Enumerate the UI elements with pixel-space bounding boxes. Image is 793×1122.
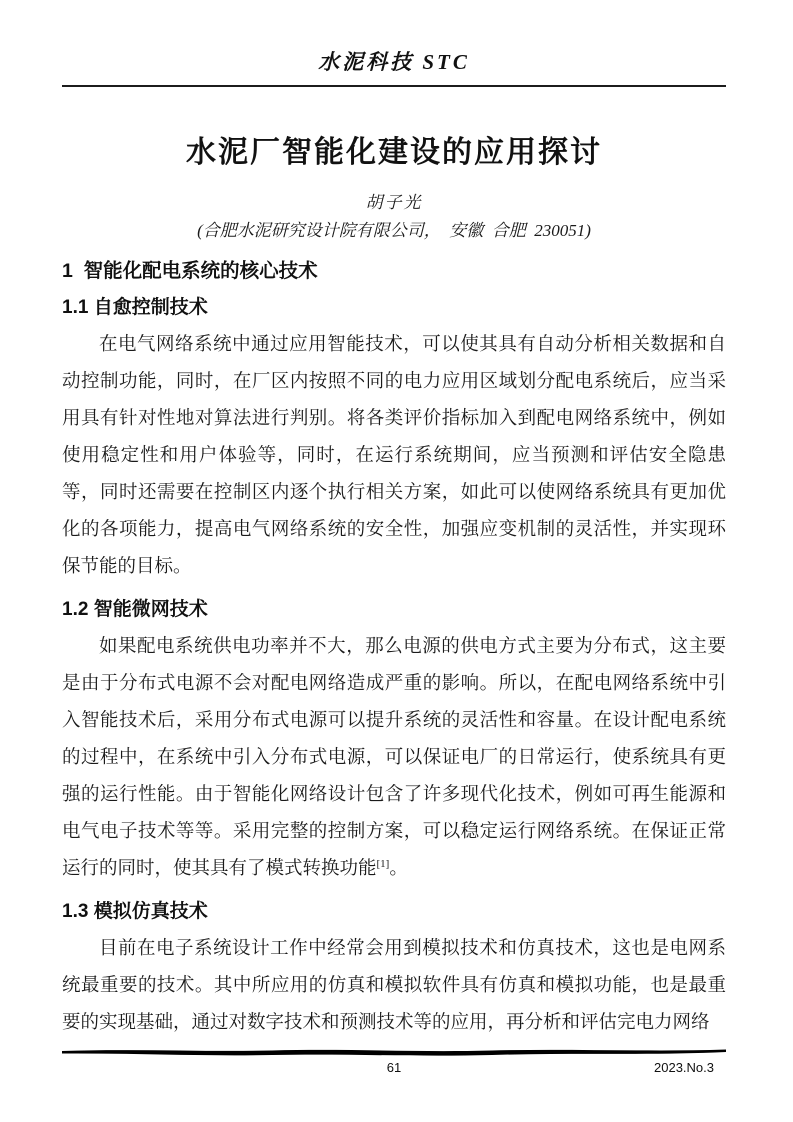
article-affiliation: (合肥水泥研究设计院有限公司， 安徽 合肥 230051) [197, 221, 591, 240]
article-author: 胡子光 [365, 193, 423, 212]
page-footer [62, 1046, 726, 1078]
paragraph-1-3: 目前在电子系统设计工作中经常会用到模拟技术和仿真技术，这也是电网系统最重要的技术。其中所应用的仿真和模拟软件具有仿真和模拟功能，也是最重要的实现基础，通过对数字技术和预测技术等的应用，再分析和评估完电力网络 [62, 939, 726, 1033]
section-heading-1: 1 智能化配电系统的核心技术 [62, 260, 318, 282]
paragraph-1-2-text: 如果配电系统供电功率并不大，那么电源的供电方式主要为分布式，这主要是由于分布式电源不会对配电网络造成严重的影响。所以，在配电网络系统中引入智能技术后，采用分布式电源可以提升系统的灵活性和容量。在设计配电系统的过程中，在系统中引入分布式电源，可以保证电厂的日常运行，使系统具有更强的运行性能。由于智能化网络设计包含了许多现代化技术，例如可再生能源和电气电子技术等等。采用完整的控制方案，可以稳定运行网络系统。在保证正常运行的同时，使其具有了模式转换功能 [62, 637, 726, 879]
paragraph-1-2-end: 。 [389, 859, 408, 879]
page-number: 61 [386, 1060, 402, 1075]
article-title: 水泥厂智能化建设的应用探讨 [186, 136, 602, 169]
citation-ref-1: [1] [376, 857, 390, 870]
section-heading-1-3: 1.3 模拟仿真技术 [62, 901, 208, 922]
footer-rule-bar [62, 1046, 726, 1058]
header-rule [62, 85, 726, 87]
section-heading-1-1: 1.1 自愈控制技术 [62, 297, 208, 318]
section-heading-1-2: 1.2 智能微网技术 [62, 599, 208, 620]
paragraph-1-1: 在电气网络系统中通过应用智能技术，可以使其具有自动分析相关数据和自动控制功能，同时，在厂区内按照不同的电力应用区域划分配电系统后，应当采用具有针对性地对算法进行判别。将各类评价指标加入到配电网络系统中，例如使用稳定性和用户体验等，同时，在运行系统期间，应当预测和评估安全隐患等，同时还需要在控制区内逐个执行相关方案，如此可以使网络系统具有更加优化的各项能力，提高电气网络系统的安全性，加强应变机制的灵活性，并实现环保节能的目标。 [62, 335, 726, 577]
journal-header: 水泥科技 STC [318, 50, 470, 74]
paragraph-1-2 [62, 629, 726, 888]
content-column [62, 0, 726, 1042]
issue-number: 2023.No.3 [654, 1060, 714, 1075]
footer-text-row [62, 1060, 726, 1078]
